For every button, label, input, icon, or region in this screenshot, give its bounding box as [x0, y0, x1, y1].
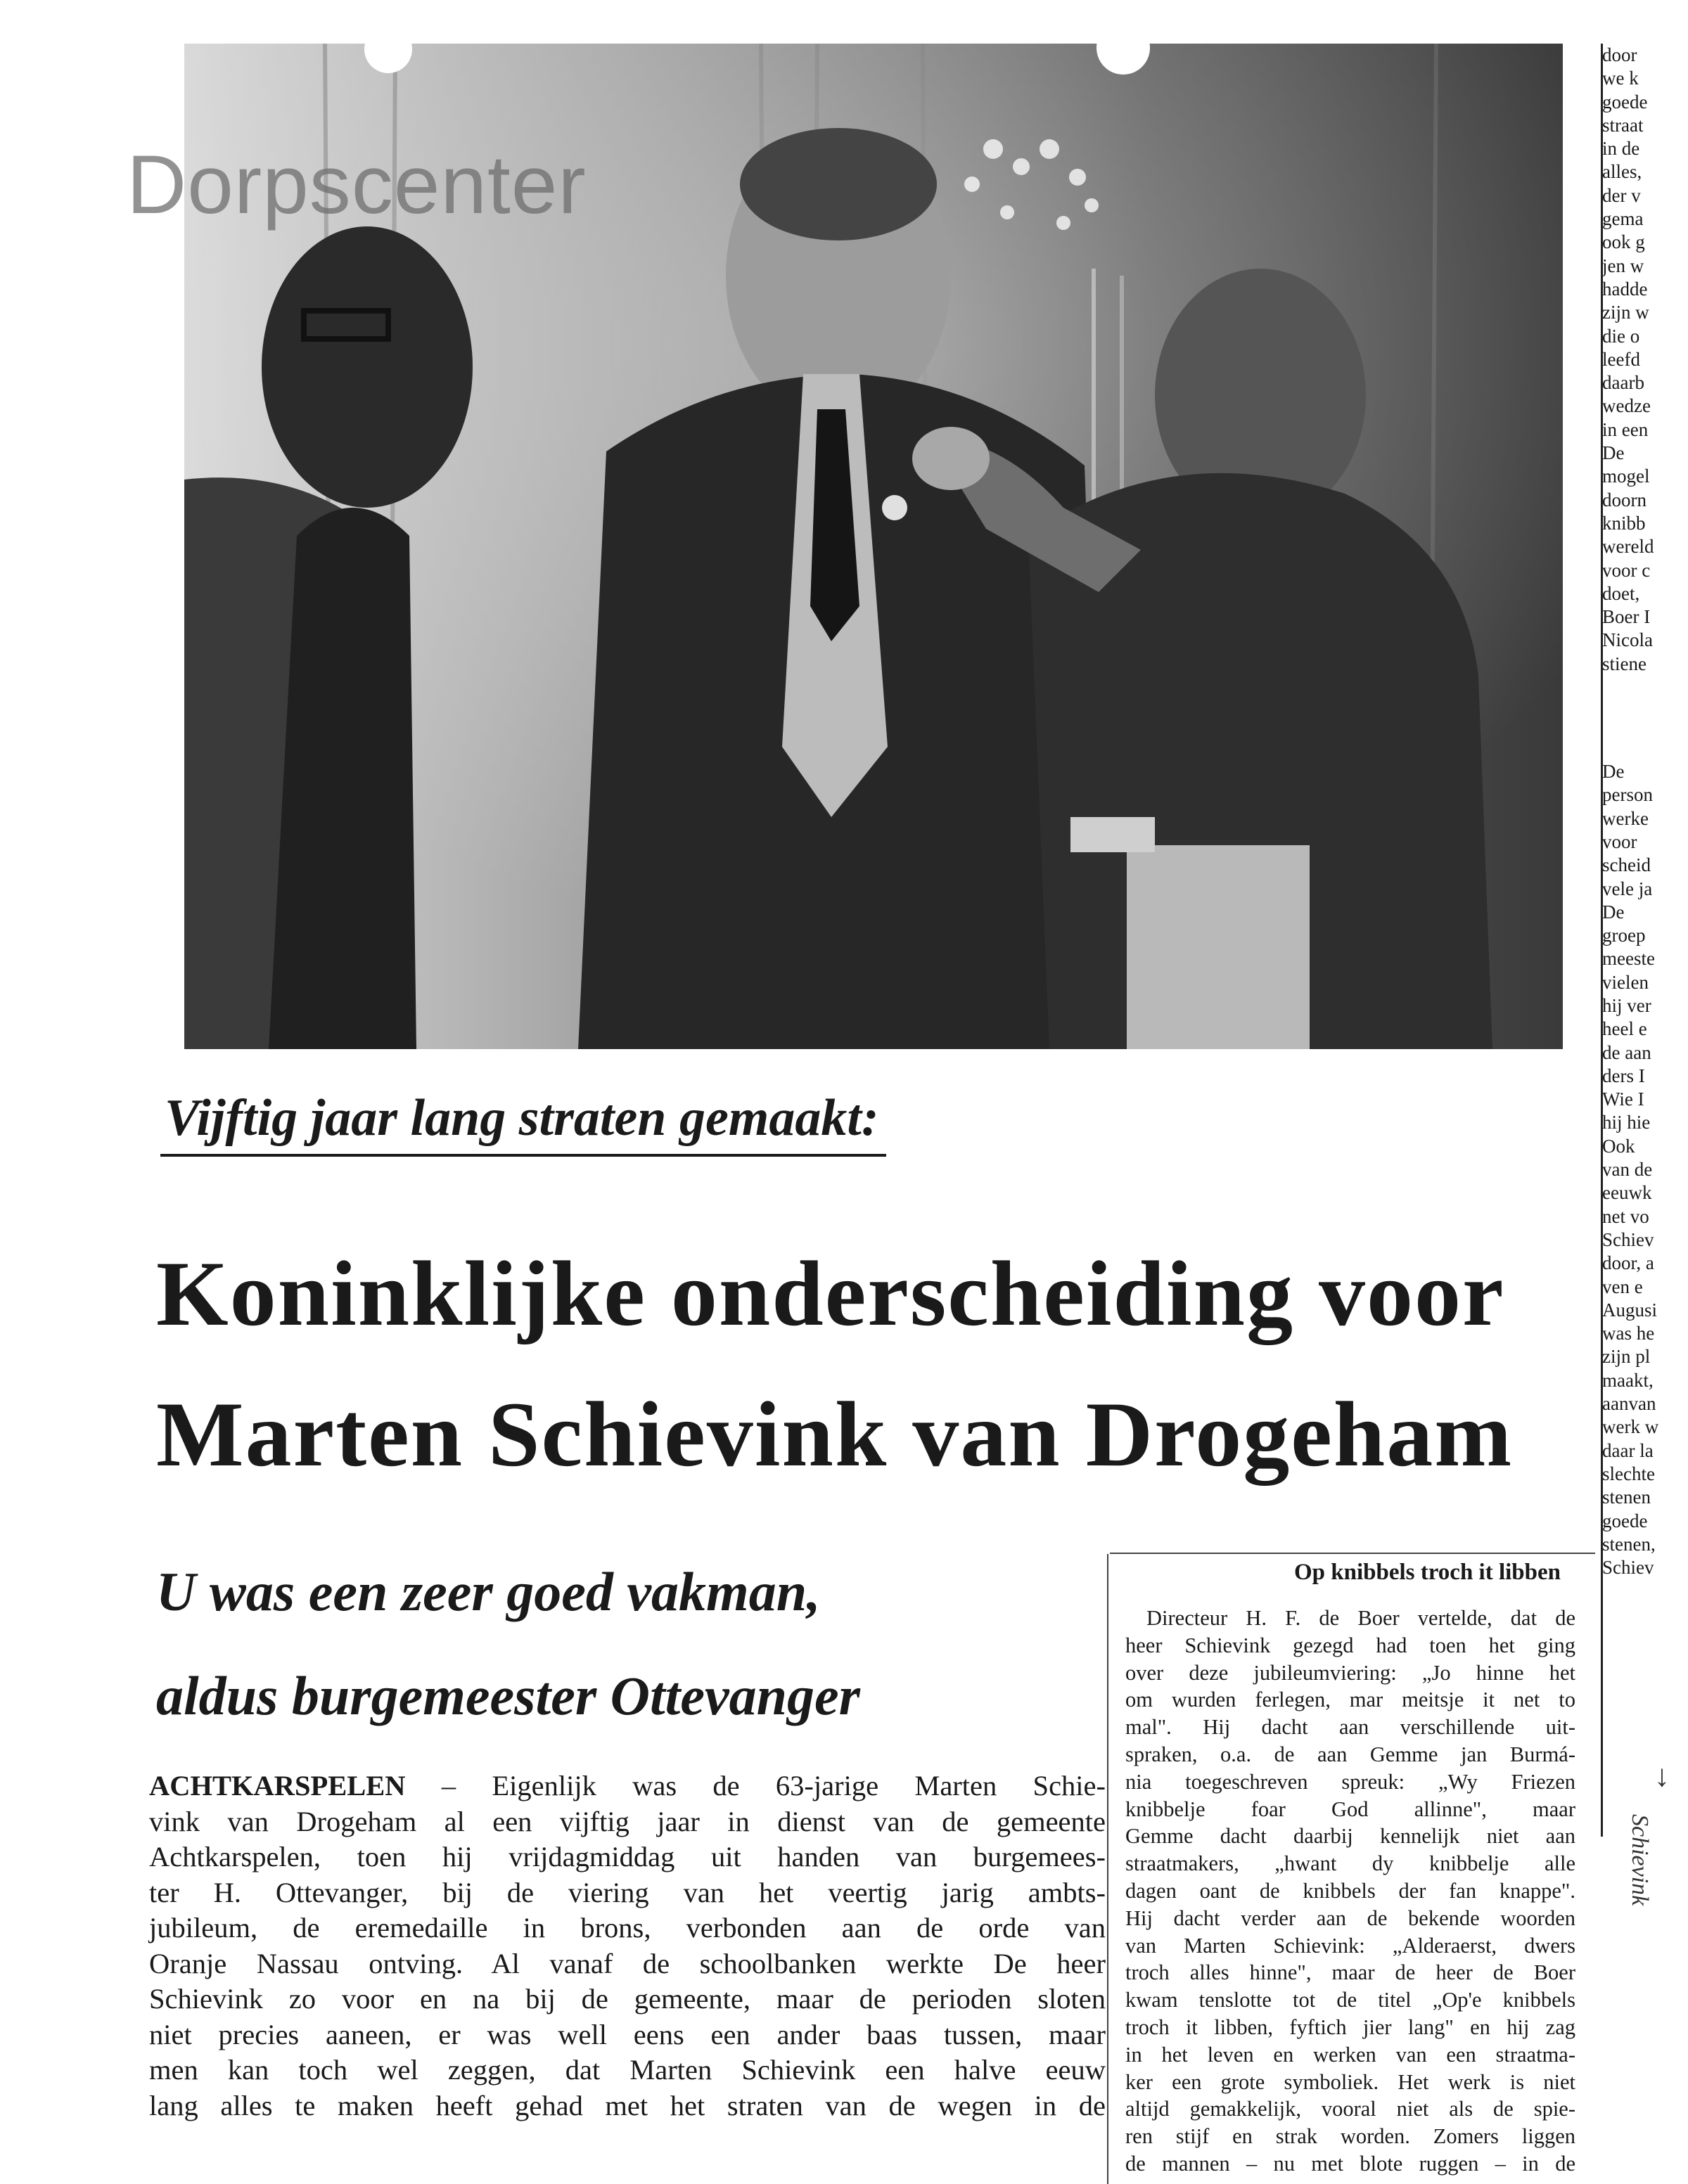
column-fragment-line: ders I — [1602, 1065, 1645, 1086]
right-column-fragment — [1602, 44, 1680, 1661]
column-fragment-line: ook g — [1602, 231, 1645, 253]
article-body — [149, 1768, 1106, 2124]
column-fragment-line: was he — [1602, 1323, 1655, 1344]
column-fragment-line: in een — [1602, 418, 1649, 440]
subheadline-line-2: aldus burgemeester Ottevanger — [156, 1665, 860, 1726]
column-fragment-line: daarb — [1602, 372, 1644, 394]
sidebar-line: troch alles hinne", maar de heer de Boer — [1125, 1960, 1575, 1985]
column-fragment-line: Schiev — [1602, 1557, 1654, 1579]
column-fragment-line: van de — [1602, 1159, 1653, 1181]
column-fragment-line: De — [1602, 901, 1625, 923]
sidebar-line: Hij dacht verder aan de bekende woorden — [1125, 1906, 1575, 1930]
article-line: Schievink zo voor en na bij de gemeente, maar de perioden sloten — [149, 1983, 1106, 2015]
column-fragment-line: eeuwk — [1602, 1182, 1652, 1204]
column-fragment-line: vielen — [1602, 971, 1649, 993]
column-fragment-line: person — [1602, 784, 1653, 806]
column-fragment-line: Boer I — [1602, 606, 1651, 628]
headline-line-1: Koninklijke onderscheiding voor — [156, 1242, 1505, 1345]
sidebar-line: nia toegeschreven spreuk: „Wy Friezen — [1125, 1769, 1575, 1794]
column-fragment-line: slechte — [1602, 1463, 1655, 1484]
column-fragment-line: door — [1602, 44, 1637, 65]
column-fragment-line: De — [1602, 761, 1625, 783]
sidebar-line: ker een grote symboliek. Het werk is niet — [1125, 2069, 1575, 2094]
column-fragment-line: werke — [1602, 807, 1649, 829]
column-fragment-line: zijn w — [1602, 302, 1649, 323]
column-fragment-line: mogel — [1602, 465, 1650, 487]
column-fragment-line: door, a — [1602, 1252, 1654, 1274]
column-fragment-line: gema — [1602, 208, 1644, 230]
dateline: ACHTKARSPELEN — [149, 1770, 406, 1801]
article-line: vink van Drogeham al een vijftig jaar in dienst van de gemeente — [149, 1805, 1106, 1837]
right-column-block-2 — [1602, 760, 1680, 1579]
column-fragment-line: knibb — [1602, 512, 1646, 534]
subheadline-line-1: U was een zeer goed vakman, — [156, 1561, 821, 1622]
column-fragment-line: groep — [1602, 925, 1646, 946]
article-first-line — [149, 1768, 1106, 1804]
main-headline — [156, 1223, 1513, 1505]
right-column-block-1 — [1602, 44, 1680, 676]
column-fragment-line: leefd — [1602, 348, 1640, 370]
column-fragment-line: wereld — [1602, 536, 1654, 558]
sidebar-line: in het leven en werken van een straatma- — [1125, 2042, 1575, 2067]
column-fragment-line: Nicola — [1602, 629, 1653, 651]
column-fragment-line: scheid — [1602, 854, 1651, 876]
subheadline — [156, 1540, 860, 1748]
column-fragment-line: werk w — [1602, 1416, 1659, 1438]
column-fragment-line: we k — [1602, 68, 1639, 89]
column-fragment-line: jen w — [1602, 255, 1644, 276]
article-line: ter H. Ottevanger, bij de viering van het veertig jarig ambts- — [149, 1876, 1106, 1908]
column-fragment-line: Wie I — [1602, 1088, 1644, 1110]
headline-line-2: Marten Schievink van Drogeham — [156, 1382, 1514, 1486]
sidebar-line: dagen oant de knibbels der fan knappe". — [1125, 1878, 1575, 1903]
column-fragment-line: de aan — [1602, 1041, 1651, 1063]
column-fragment-line: heel e — [1602, 1018, 1647, 1040]
column-fragment-line: hij hie — [1602, 1112, 1651, 1133]
column-fragment-line: vele ja — [1602, 878, 1653, 899]
sidebar-line: de mannen – nu met blote ruggen – in de — [1125, 2151, 1575, 2176]
headline-kicker: Vijftig jaar lang straten gemaakt: — [160, 1088, 886, 1157]
sidebar-line: kwam tenslotte tot de titel „Op'e knibbels — [1125, 1988, 1575, 2012]
watermark: Dorpscenter — [127, 139, 587, 231]
column-fragment-line: aanvan — [1602, 1393, 1656, 1415]
column-fragment-line: doorn — [1602, 489, 1647, 510]
column-fragment-line: daar la — [1602, 1439, 1654, 1461]
article-line: Achtkarspelen, toen hij vrijdagmiddag uit handen van burgemees- — [149, 1841, 1106, 1873]
column-fragment-line: hadde — [1602, 278, 1648, 300]
column-fragment-line: wedze — [1602, 395, 1651, 417]
sidebar-line: van Marten Schievink: „Alderaerst, dwers — [1125, 1933, 1575, 1958]
column-fragment-line: Augusi — [1602, 1299, 1658, 1321]
sidebar-line: om wurden ferlegen, mar meitsje it net to — [1125, 1688, 1575, 1712]
column-fragment-line: in de — [1602, 138, 1640, 160]
sidebar-line: altijd gemakkelijk, vooral niet als de spie- — [1125, 2097, 1575, 2121]
sidebar-body — [1125, 1605, 1575, 2178]
column-fragment-line: voor — [1602, 830, 1637, 852]
sidebar-line: straatmakers, „hwant dy knibbelje alle — [1125, 1851, 1575, 1876]
column-fragment-line: die o — [1602, 325, 1640, 347]
article-line: – Eigenlijk was de 63-jarige Marten Schie- — [441, 1770, 1106, 1801]
column-fragment-line: maakt, — [1602, 1369, 1654, 1391]
column-fragment-line: De — [1602, 442, 1625, 464]
arrow-down-icon: ↓ — [1654, 1759, 1670, 1793]
column-fragment-line: goede — [1602, 91, 1648, 113]
sidebar-line: mal". Hij dacht aan verschillende uit- — [1125, 1715, 1575, 1740]
sidebar-heading: Op knibbels troch it libben — [1294, 1560, 1561, 1585]
handwritten-margin-note: Schievink — [1627, 1814, 1653, 1906]
article-line: jubileum, de eremedaille in brons, verbonden aan de orde van — [149, 1912, 1106, 1944]
sidebar-line: troch it libben, fyftich jier lang" en hij zag — [1125, 2015, 1575, 2039]
sidebar-rule — [1110, 1553, 1595, 1554]
column-fragment-line: net vo — [1602, 1205, 1649, 1227]
article-line: lang alles te maken heeft gehad met het straten van de wegen in de — [149, 2089, 1106, 2121]
column-fragment-line: Schiev — [1602, 1228, 1654, 1250]
sidebar-line: spraken, o.a. de aan Gemme jan Burmá- — [1125, 1742, 1575, 1766]
sidebar-line: knibbelje foar God allinne", maar — [1125, 1797, 1575, 1821]
column-divider — [1107, 1554, 1108, 2184]
column-fragment-line: voor c — [1602, 559, 1651, 581]
column-fragment-line: alles, — [1602, 161, 1642, 183]
column-fragment-line: meeste — [1602, 948, 1655, 970]
sidebar-line: Directeur H. F. de Boer vertelde, dat de — [1146, 1606, 1575, 1630]
column-fragment-line: stenen, — [1602, 1533, 1656, 1555]
column-fragment-line: zijn pl — [1602, 1346, 1651, 1368]
column-fragment-line: der v — [1602, 184, 1641, 206]
column-fragment-line: ven e — [1602, 1276, 1643, 1297]
column-fragment-line: straat — [1602, 114, 1644, 136]
sidebar-line: heer Schievink gezegd had toen het ging — [1125, 1633, 1575, 1657]
article-line: men kan toch wel zeggen, dat Marten Schievink een halve eeuw — [149, 2054, 1106, 2086]
column-fragment-line: doet, — [1602, 582, 1640, 604]
column-fragment-line: stenen — [1602, 1486, 1651, 1508]
column-fragment-line: stiene — [1602, 653, 1647, 674]
sidebar-line: Gemme dacht daarbij kennelijk niet aan — [1125, 1824, 1575, 1849]
sidebar-line: ren stijf en strak worden. Zomers liggen — [1125, 2124, 1575, 2149]
article-line: Oranje Nassau ontving. Al vanaf de schoolbanken werkte De heer — [149, 1947, 1106, 1979]
column-fragment-line: Ook — [1602, 1135, 1635, 1157]
column-fragment-line: hij ver — [1602, 994, 1651, 1016]
sidebar-line: over deze jubileumviering: „Jo hinne het — [1125, 1660, 1575, 1685]
column-fragment-line: goede — [1602, 1510, 1648, 1531]
article-line: niet precies aaneen, er was well eens een ander baas tussen, maar — [149, 2018, 1106, 2050]
